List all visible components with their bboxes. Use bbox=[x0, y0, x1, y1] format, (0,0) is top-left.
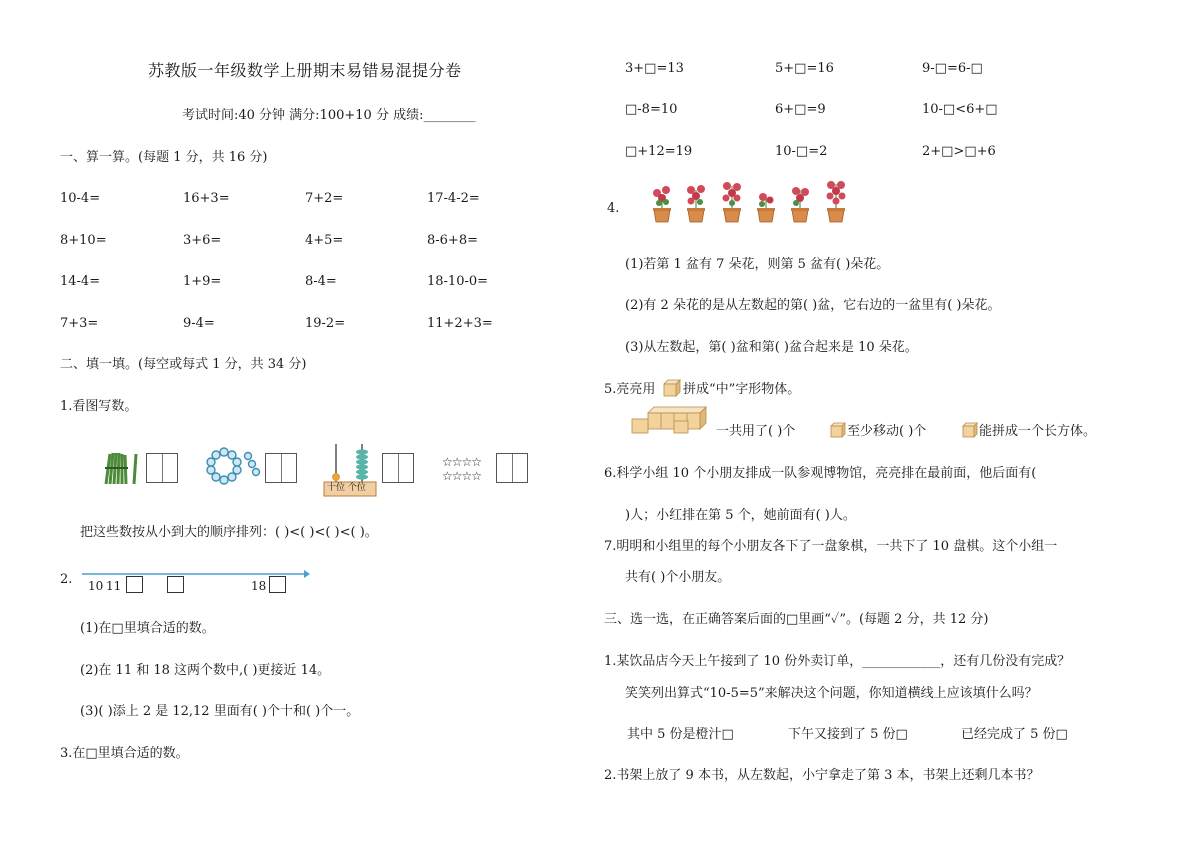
stick-bundle-icon bbox=[100, 448, 140, 488]
fill-item: 2+□>□+6 bbox=[922, 144, 996, 159]
numberline-label: 10 bbox=[88, 579, 104, 593]
calc-item: 1+9= bbox=[183, 274, 222, 289]
calc-item: 3+6= bbox=[183, 233, 222, 248]
number-box[interactable] bbox=[167, 576, 184, 593]
choice-option[interactable]: 已经完成了 5 份□ bbox=[961, 727, 1068, 742]
question-1-label: 1.看图写数。 bbox=[60, 399, 138, 414]
question-4a: (1)若第 1 盆有 7 朵花，则第 5 盆有( )朵花。 bbox=[625, 257, 890, 272]
exam-info: 考试时间:40 分钟 满分:100+10 分 成绩:________ bbox=[182, 108, 476, 123]
number-box[interactable] bbox=[126, 576, 143, 593]
fill-item: 3+□=13 bbox=[625, 61, 684, 76]
fill-item: 10-□<6+□ bbox=[922, 102, 998, 117]
fill-item: □+12=19 bbox=[625, 144, 693, 159]
calc-item: 11+2+3= bbox=[427, 316, 493, 331]
page-title: 苏教版一年级数学上册期末易错易混提分卷 bbox=[148, 61, 462, 80]
bead-ring-icon bbox=[204, 446, 266, 486]
calc-item: 14-4= bbox=[60, 274, 101, 289]
question-4-number: 4. bbox=[607, 201, 620, 216]
choice-option[interactable]: 其中 5 份是橙汁□ bbox=[627, 727, 734, 742]
question-7-line1: 7.明明和小组里的每个小朋友各下了一盘象棋，一共下了 10 盘棋。这个小组一 bbox=[604, 539, 1058, 554]
question-6-line1: 6.科学小组 10 个小朋友排成一队参观博物馆，亮亮排在最前面，他后面有( bbox=[604, 466, 1037, 481]
cube-icon bbox=[663, 379, 681, 397]
question-2c: (3)( )添上 2 是 12,12 里面有( )个十和( )个一。 bbox=[80, 704, 360, 719]
calc-item: 19-2= bbox=[305, 316, 346, 331]
numberline-label: 11 bbox=[106, 579, 122, 593]
choice-option[interactable]: 下午又接到了 5 份□ bbox=[788, 727, 908, 742]
question-4b: (2)有 2 朵花的是从左数起的第( )盆，它右边的一盆里有( )朵花。 bbox=[625, 298, 1001, 313]
question-5-trail: 拼成“中”字形物体。 bbox=[683, 382, 801, 397]
question-3: 3.在□里填合适的数。 bbox=[60, 746, 189, 761]
section1-heading: 一、算一算。(每题 1 分，共 16 分) bbox=[60, 150, 268, 165]
choice-q1-line1: 1.某饮品店今天上午接到了 10 份外卖订单，____________，还有几份没有完成？ bbox=[604, 654, 1071, 669]
fill-item: 9-□=6-□ bbox=[922, 61, 983, 76]
question-4c: (3)从左数起，第( )盆和第( )盆合起来是 10 朵花。 bbox=[625, 340, 918, 355]
fill-item: 10-□=2 bbox=[775, 144, 828, 159]
section2-heading: 二、填一填。(每空或每式 1 分，共 34 分) bbox=[60, 357, 307, 372]
calc-item: 16+3= bbox=[183, 191, 230, 206]
cube-shape-icon bbox=[630, 405, 710, 435]
question-5-part1: 一共用了( )个 bbox=[716, 424, 796, 439]
choice-q2: 2.书架上放了 9 本书，从左数起，小宁拿走了第 3 本，书架上还剩几本书？ bbox=[604, 768, 1040, 783]
answer-box[interactable] bbox=[146, 453, 178, 483]
question-6-line2: )人；小红排在第 5 个，她前面有( )人。 bbox=[625, 508, 856, 523]
calc-item: 7+2= bbox=[305, 191, 344, 206]
fill-item: □-8=10 bbox=[625, 102, 678, 117]
question-2-number: 2. bbox=[60, 572, 73, 587]
cube-icon bbox=[962, 422, 978, 438]
answer-box[interactable] bbox=[382, 453, 414, 483]
question-5-part2: 至少移动( )个 bbox=[847, 424, 927, 439]
stars-icon: ☆☆☆☆ ☆☆☆☆ bbox=[442, 455, 482, 483]
fill-item: 5+□=16 bbox=[775, 61, 834, 76]
calc-item: 9-4= bbox=[183, 316, 215, 331]
flower-pots-icon bbox=[646, 180, 854, 224]
calc-item: 8-4= bbox=[305, 274, 337, 289]
answer-box[interactable] bbox=[265, 453, 297, 483]
order-prompt: 把这些数按从小到大的顺序排列：( )<( )<( )<( )。 bbox=[80, 525, 378, 540]
calc-item: 18-10-0= bbox=[427, 274, 489, 289]
choice-q1-line2: 笑笑列出算式“10-5=5”来解决这个问题，你知道横线上应该填什么吗？ bbox=[625, 686, 1038, 701]
calc-item: 8-6+8= bbox=[427, 233, 478, 248]
calc-item: 17-4-2= bbox=[427, 191, 480, 206]
question-2a: (1)在□里填合适的数。 bbox=[80, 621, 215, 636]
question-5-lead: 5.亮亮用 bbox=[604, 382, 656, 397]
calc-item: 10-4= bbox=[60, 191, 101, 206]
calc-item: 4+5= bbox=[305, 233, 344, 248]
section3-heading: 三、选一选，在正确答案后面的□里画“✓”。(每题 2 分，共 12 分) bbox=[604, 612, 989, 627]
abacus-label: 十位 个位 bbox=[327, 483, 366, 493]
number-box[interactable] bbox=[269, 576, 286, 593]
calc-item: 7+3= bbox=[60, 316, 99, 331]
calc-item: 8+10= bbox=[60, 233, 107, 248]
fill-item: 6+□=9 bbox=[775, 102, 826, 117]
answer-box[interactable] bbox=[496, 453, 528, 483]
cube-icon bbox=[830, 422, 846, 438]
question-2b: (2)在 11 和 18 这两个数中,( )更接近 14。 bbox=[80, 663, 331, 678]
numberline-label: 18 bbox=[251, 579, 267, 593]
question-5-part3: 能拼成一个长方体。 bbox=[979, 424, 1097, 439]
question-7-line2: 共有( )个小朋友。 bbox=[625, 570, 731, 585]
